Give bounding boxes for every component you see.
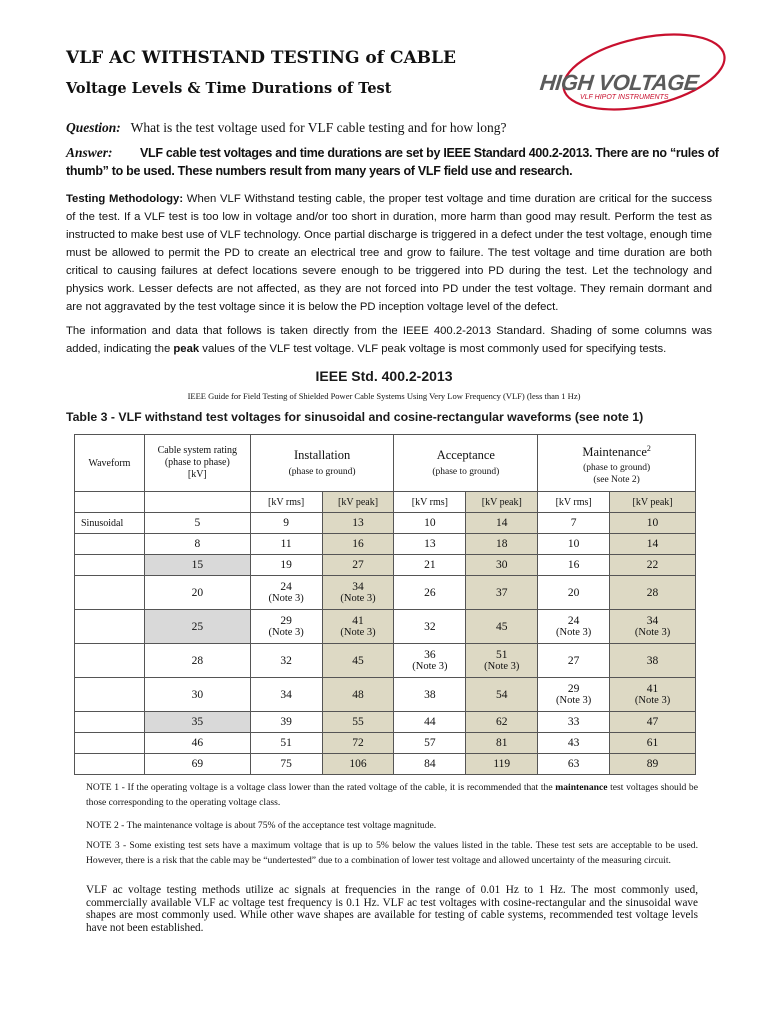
- cell-value: 24: [280, 581, 292, 593]
- table-row: [75, 513, 696, 534]
- cell-rating: 69: [144, 754, 250, 775]
- cell-value: 119: [493, 758, 511, 770]
- cell-value: 37: [496, 586, 508, 599]
- cell-rating: 20: [144, 576, 250, 610]
- cell-rating: 8: [144, 534, 250, 555]
- page-title: VLF AC WITHSTAND TESTING of CABLE: [66, 48, 456, 68]
- cell-note: (Note 3): [340, 627, 376, 638]
- cell-inst-rms: [250, 678, 322, 712]
- cell-value: 24: [567, 615, 580, 627]
- cell-acc-peak: [466, 733, 538, 754]
- cell-value: 51: [280, 737, 292, 749]
- note-2: NOTE 2 - The maintenance voltage is about 75% of the acceptance test voltage magnitude.: [86, 820, 437, 831]
- cell-value: 18: [496, 538, 508, 550]
- units-mnt-peak: [kV peak]: [610, 492, 696, 513]
- cell-acc-rms: [394, 712, 466, 733]
- info-text-before: The information and data that follows is taken directly from the IEEE 400.2-2013 Standard. Shading of some columns was added, indicating the: [66, 325, 712, 355]
- cell-acc-rms: [394, 610, 466, 644]
- cell-waveform: [75, 610, 145, 644]
- cell-inst-rms: [250, 513, 322, 534]
- cell-value: 41: [646, 683, 659, 695]
- cell-mnt-peak: [610, 733, 696, 754]
- cell-acc-rms: [394, 576, 466, 610]
- cell-inst-rms: [250, 712, 322, 733]
- table-row: [75, 610, 696, 644]
- cell-value: 10: [424, 517, 436, 529]
- cell-inst-peak: [322, 754, 394, 775]
- cell-inst-peak: [322, 733, 394, 754]
- cell-acc-peak: [466, 576, 538, 610]
- cell-value: 14: [646, 538, 659, 550]
- answer-text: VLF cable test voltages and time durations are set by IEEE Standard 400.2-2013. There are no “rules of thumb” to be used. These numbers result from many years of VLF field use and research.: [66, 146, 719, 178]
- cell-rating: 15: [144, 555, 250, 576]
- cell-mnt-peak: [610, 754, 696, 775]
- cell-value: 21: [424, 559, 436, 571]
- answer-label: Answer:: [66, 145, 113, 160]
- table-units-row: [75, 492, 696, 513]
- header-rating-line2: (phase to phase): [164, 457, 230, 468]
- cell-acc-peak: [466, 610, 538, 644]
- cell-rating: 35: [144, 712, 250, 733]
- table-row: [75, 534, 696, 555]
- cell-inst-rms: [250, 644, 322, 678]
- cell-value: 20: [567, 586, 580, 599]
- answer: [66, 144, 726, 180]
- cell-value: 19: [280, 559, 292, 571]
- cell-inst-rms: [250, 555, 322, 576]
- cell-value: 41: [352, 615, 364, 627]
- cell-acc-rms: [394, 733, 466, 754]
- cell-value: 63: [567, 758, 580, 770]
- cell-mnt-rms: [538, 534, 610, 555]
- cell-value: 10: [646, 517, 659, 529]
- info-paragraph: [66, 322, 712, 358]
- cell-inst-peak: [322, 678, 394, 712]
- cell-value: 55: [352, 716, 364, 728]
- cell-value: 29: [567, 683, 580, 695]
- units-acc-peak: [kV peak]: [466, 492, 538, 513]
- cell-value: 62: [496, 716, 508, 728]
- cell-acc-peak: [466, 754, 538, 775]
- cell-value: 61: [646, 737, 659, 749]
- note-3: NOTE 3 - Some existing test sets have a maximum voltage that is up to 5% below the values listed in the table. These test sets are acceptable to be used. However, there is a risk that the cable may be “undertested” due to a combination of lower test voltage and allowed uncertainty of the measuring circuit.: [86, 840, 698, 866]
- vlf-voltage-table: [74, 434, 696, 775]
- cell-value: 39: [280, 716, 292, 728]
- cell-value: 29: [280, 615, 292, 627]
- cell-waveform: [75, 576, 145, 610]
- cell-value: 13: [352, 517, 364, 529]
- cell-mnt-rms: [538, 678, 610, 712]
- cell-value: 44: [424, 716, 436, 728]
- cell-value: 43: [567, 737, 580, 749]
- note1-before: NOTE 1 - If the operating voltage is a voltage class lower than the rated voltage of the cable, it is recommended that the: [86, 782, 556, 793]
- cell-mnt-rms: [538, 555, 610, 576]
- cell-inst-rms: [250, 754, 322, 775]
- cell-value: 11: [280, 538, 292, 550]
- header-rating-line3: [kV]: [187, 469, 207, 480]
- cell-mnt-peak: [610, 555, 696, 576]
- cell-acc-rms: [394, 513, 466, 534]
- cell-value: 16: [567, 559, 580, 571]
- note1-bold: maintenance: [555, 782, 608, 793]
- cell-value: 28: [646, 586, 659, 599]
- cell-acc-rms: [394, 754, 466, 775]
- logo-tagline: VLF HIPOT INSTRUMENTS: [580, 94, 669, 101]
- table-row: [75, 712, 696, 733]
- cell-waveform: [75, 534, 145, 555]
- cell-rating: 5: [144, 513, 250, 534]
- header-maintenance-sub2: (see Note 2): [593, 474, 640, 485]
- cell-value: 33: [567, 716, 580, 728]
- header-waveform: Waveform: [75, 435, 145, 492]
- methodology-paragraph: [66, 190, 712, 316]
- standard-title: IEEE Std. 400.2-2013: [315, 368, 453, 384]
- cell-waveform: [75, 644, 145, 678]
- methodology-text: When VLF Withstand testing cable, the proper test voltage and time duration are critical for the success of the test. If a VLF test is too low in voltage and/or too short in duration, more harm than good may result. Perform the test as instructed to make best use of VLF technology. Once partial discharge is triggered in a defect under the test voltage, enough time must be allowed to permit the PD to create an electrical tree and grow to failure. The test voltage and time duration are both critical to causing failures at defect locations severe enough to be triggered into PD during the test. Let the technology and physics work. Lesser defects are not affected, as they are not forced into PD under the test voltage. They remain dormant and are not aggravated by the test voltage since it is below the PD inception voltage level of the defect.: [66, 193, 713, 313]
- cell-value: 48: [352, 688, 364, 701]
- cell-mnt-rms: [538, 644, 610, 678]
- cell-inst-peak: [322, 513, 394, 534]
- cell-inst-peak: [322, 610, 394, 644]
- cell-rating: 28: [144, 644, 250, 678]
- cell-mnt-peak: [610, 534, 696, 555]
- cell-value: 84: [424, 758, 436, 770]
- cell-inst-peak: [322, 534, 394, 555]
- cell-value: 16: [352, 538, 364, 550]
- logo-wordmark: HIGH VOLTAGE: [538, 70, 700, 95]
- header-maintenance: [538, 435, 696, 492]
- question: [66, 120, 506, 136]
- cell-waveform: [75, 555, 145, 576]
- standard-subtitle: IEEE Guide for Field Testing of Shielded Power Cable Systems Using Very Low Frequency (VLF) (less than 1 Hz): [187, 391, 581, 401]
- info-peak-word: peak: [173, 343, 200, 355]
- header-installation-label: Installation: [293, 448, 351, 462]
- cell-inst-rms: [250, 610, 322, 644]
- cell-value: 34: [280, 688, 292, 701]
- cell-inst-rms: [250, 534, 322, 555]
- cell-note: (Note 3): [556, 627, 592, 638]
- cell-mnt-rms: [538, 754, 610, 775]
- cell-value: 34: [352, 581, 364, 593]
- table-row: [75, 644, 696, 678]
- page-subtitle: Voltage Levels & Time Durations of Test: [66, 80, 392, 97]
- header-acceptance-sub: (phase to ground): [432, 467, 500, 477]
- cell-waveform: [75, 712, 145, 733]
- cell-note: (Note 3): [484, 661, 520, 672]
- header-maintenance-label: [538, 440, 695, 461]
- cell-value: 9: [283, 517, 290, 529]
- cell-acc-peak: [466, 712, 538, 733]
- cell-waveform: [75, 678, 145, 712]
- cell-value: 45: [352, 654, 364, 667]
- cell-note: (Note 3): [634, 627, 671, 638]
- header-maintenance-sub1: (phase to ground): [583, 462, 651, 473]
- cell-waveform: [75, 754, 145, 775]
- cell-value: 27: [567, 654, 580, 667]
- cell-note: (Note 3): [556, 695, 592, 706]
- question-label: Question:: [66, 120, 121, 135]
- table-row: [75, 754, 696, 775]
- cell-mnt-peak: [610, 610, 696, 644]
- cell-rating: 30: [144, 678, 250, 712]
- cell-value: 51: [496, 649, 508, 661]
- cell-mnt-rms: [538, 513, 610, 534]
- cell-value: 57: [424, 737, 436, 749]
- cell-note: (Note 3): [340, 593, 376, 604]
- units-empty-rating: [144, 492, 250, 513]
- table-header-row: [75, 435, 696, 492]
- cell-inst-rms: [250, 733, 322, 754]
- header-acceptance-label: Acceptance: [436, 448, 495, 462]
- question-text: What is the test voltage used for VLF cable testing and for how long?: [130, 120, 507, 135]
- table-body: [75, 513, 696, 775]
- table-row: [75, 678, 696, 712]
- table-row: [75, 555, 696, 576]
- cell-acc-rms: [394, 644, 466, 678]
- methodology-label: Testing Methodology:: [66, 193, 184, 205]
- header-maintenance-text: Maintenance: [582, 445, 647, 460]
- cell-mnt-peak: [610, 678, 696, 712]
- units-empty-waveform: [75, 492, 145, 513]
- cell-value: 32: [424, 620, 436, 633]
- header-cable-rating: [144, 435, 250, 492]
- cell-value: 27: [352, 559, 364, 571]
- cell-inst-rms: [250, 576, 322, 610]
- cell-acc-rms: [394, 678, 466, 712]
- cell-value: 22: [646, 559, 659, 571]
- cell-acc-peak: [466, 678, 538, 712]
- cell-value: 47: [646, 716, 659, 728]
- info-text-after: values of the VLF test voltage. VLF peak voltage is most commonly used for specifying tests.: [199, 343, 667, 355]
- note1-after: test voltages should be those corresponding to the operating voltage class.: [86, 782, 698, 808]
- cell-acc-rms: [394, 555, 466, 576]
- cell-value: 72: [352, 737, 364, 749]
- cell-rating: 25: [144, 610, 250, 644]
- cell-value: 34: [646, 615, 659, 627]
- cell-mnt-rms: [538, 712, 610, 733]
- cell-mnt-peak: [610, 644, 696, 678]
- cell-acc-peak: [466, 644, 538, 678]
- table-row: [75, 576, 696, 610]
- cell-value: 32: [280, 654, 292, 667]
- cell-acc-rms: [394, 534, 466, 555]
- units-inst-rms: [kV rms]: [250, 492, 322, 513]
- cell-acc-peak: [466, 513, 538, 534]
- cell-value: 26: [424, 586, 436, 599]
- cell-value: 14: [496, 517, 508, 529]
- note-1: [86, 780, 698, 810]
- cell-value: 38: [646, 654, 659, 667]
- cell-value: 13: [424, 538, 436, 550]
- cell-value: 45: [496, 620, 508, 633]
- cell-value: 81: [496, 737, 508, 749]
- units-acc-rms: [kV rms]: [394, 492, 466, 513]
- units-inst-peak: [kV peak]: [322, 492, 394, 513]
- cell-value: 7: [570, 517, 577, 529]
- cell-mnt-peak: [610, 513, 696, 534]
- cell-inst-peak: [322, 555, 394, 576]
- cell-value: 30: [496, 559, 508, 571]
- cell-acc-peak: [466, 555, 538, 576]
- cell-value: 36: [424, 649, 436, 661]
- header-maintenance-sup: 2: [646, 444, 651, 454]
- header-rating-line1: Cable system rating: [157, 445, 238, 456]
- cell-mnt-rms: [538, 610, 610, 644]
- cell-mnt-peak: [610, 712, 696, 733]
- units-mnt-rms: [kV rms]: [538, 492, 610, 513]
- cell-rating: 46: [144, 733, 250, 754]
- cell-value: 54: [496, 688, 508, 701]
- cell-value: 75: [280, 758, 292, 770]
- table-row: [75, 733, 696, 754]
- cell-note: (Note 3): [634, 695, 671, 706]
- cell-value: 89: [646, 758, 659, 770]
- header-acceptance: [394, 435, 538, 492]
- cell-note: (Note 3): [268, 593, 304, 604]
- cell-value: 38: [424, 688, 436, 701]
- cell-waveform: Sinusoidal: [75, 513, 145, 534]
- closing-paragraph: VLF ac voltage testing methods utilize ac signals at frequencies in the range of 0.01 Hz to 1 Hz. The most commonly used, commercially available VLF ac voltage test frequency is 0.1 Hz. VLF ac test voltages with cosine-rectangular and the sinusoidal wave shapes are most commonly used. While other wave shapes are available for testing of cable systems, recommended test voltage levels have not been established.: [86, 884, 698, 934]
- cell-waveform: [75, 733, 145, 754]
- cell-note: (Note 3): [412, 661, 448, 672]
- cell-mnt-rms: [538, 576, 610, 610]
- cell-note: (Note 3): [268, 627, 304, 638]
- cell-inst-peak: [322, 712, 394, 733]
- cell-mnt-peak: [610, 576, 696, 610]
- cell-value: 106: [349, 758, 367, 770]
- cell-mnt-rms: [538, 733, 610, 754]
- header-installation-sub: (phase to ground): [288, 467, 356, 477]
- cell-value: 10: [567, 538, 580, 550]
- cell-inst-peak: [322, 576, 394, 610]
- cell-inst-peak: [322, 644, 394, 678]
- header-installation: [250, 435, 394, 492]
- table-title: Table 3 - VLF withstand test voltages for sinusoidal and cosine-rectangular waveforms (see note 1): [66, 410, 644, 424]
- cell-acc-peak: [466, 534, 538, 555]
